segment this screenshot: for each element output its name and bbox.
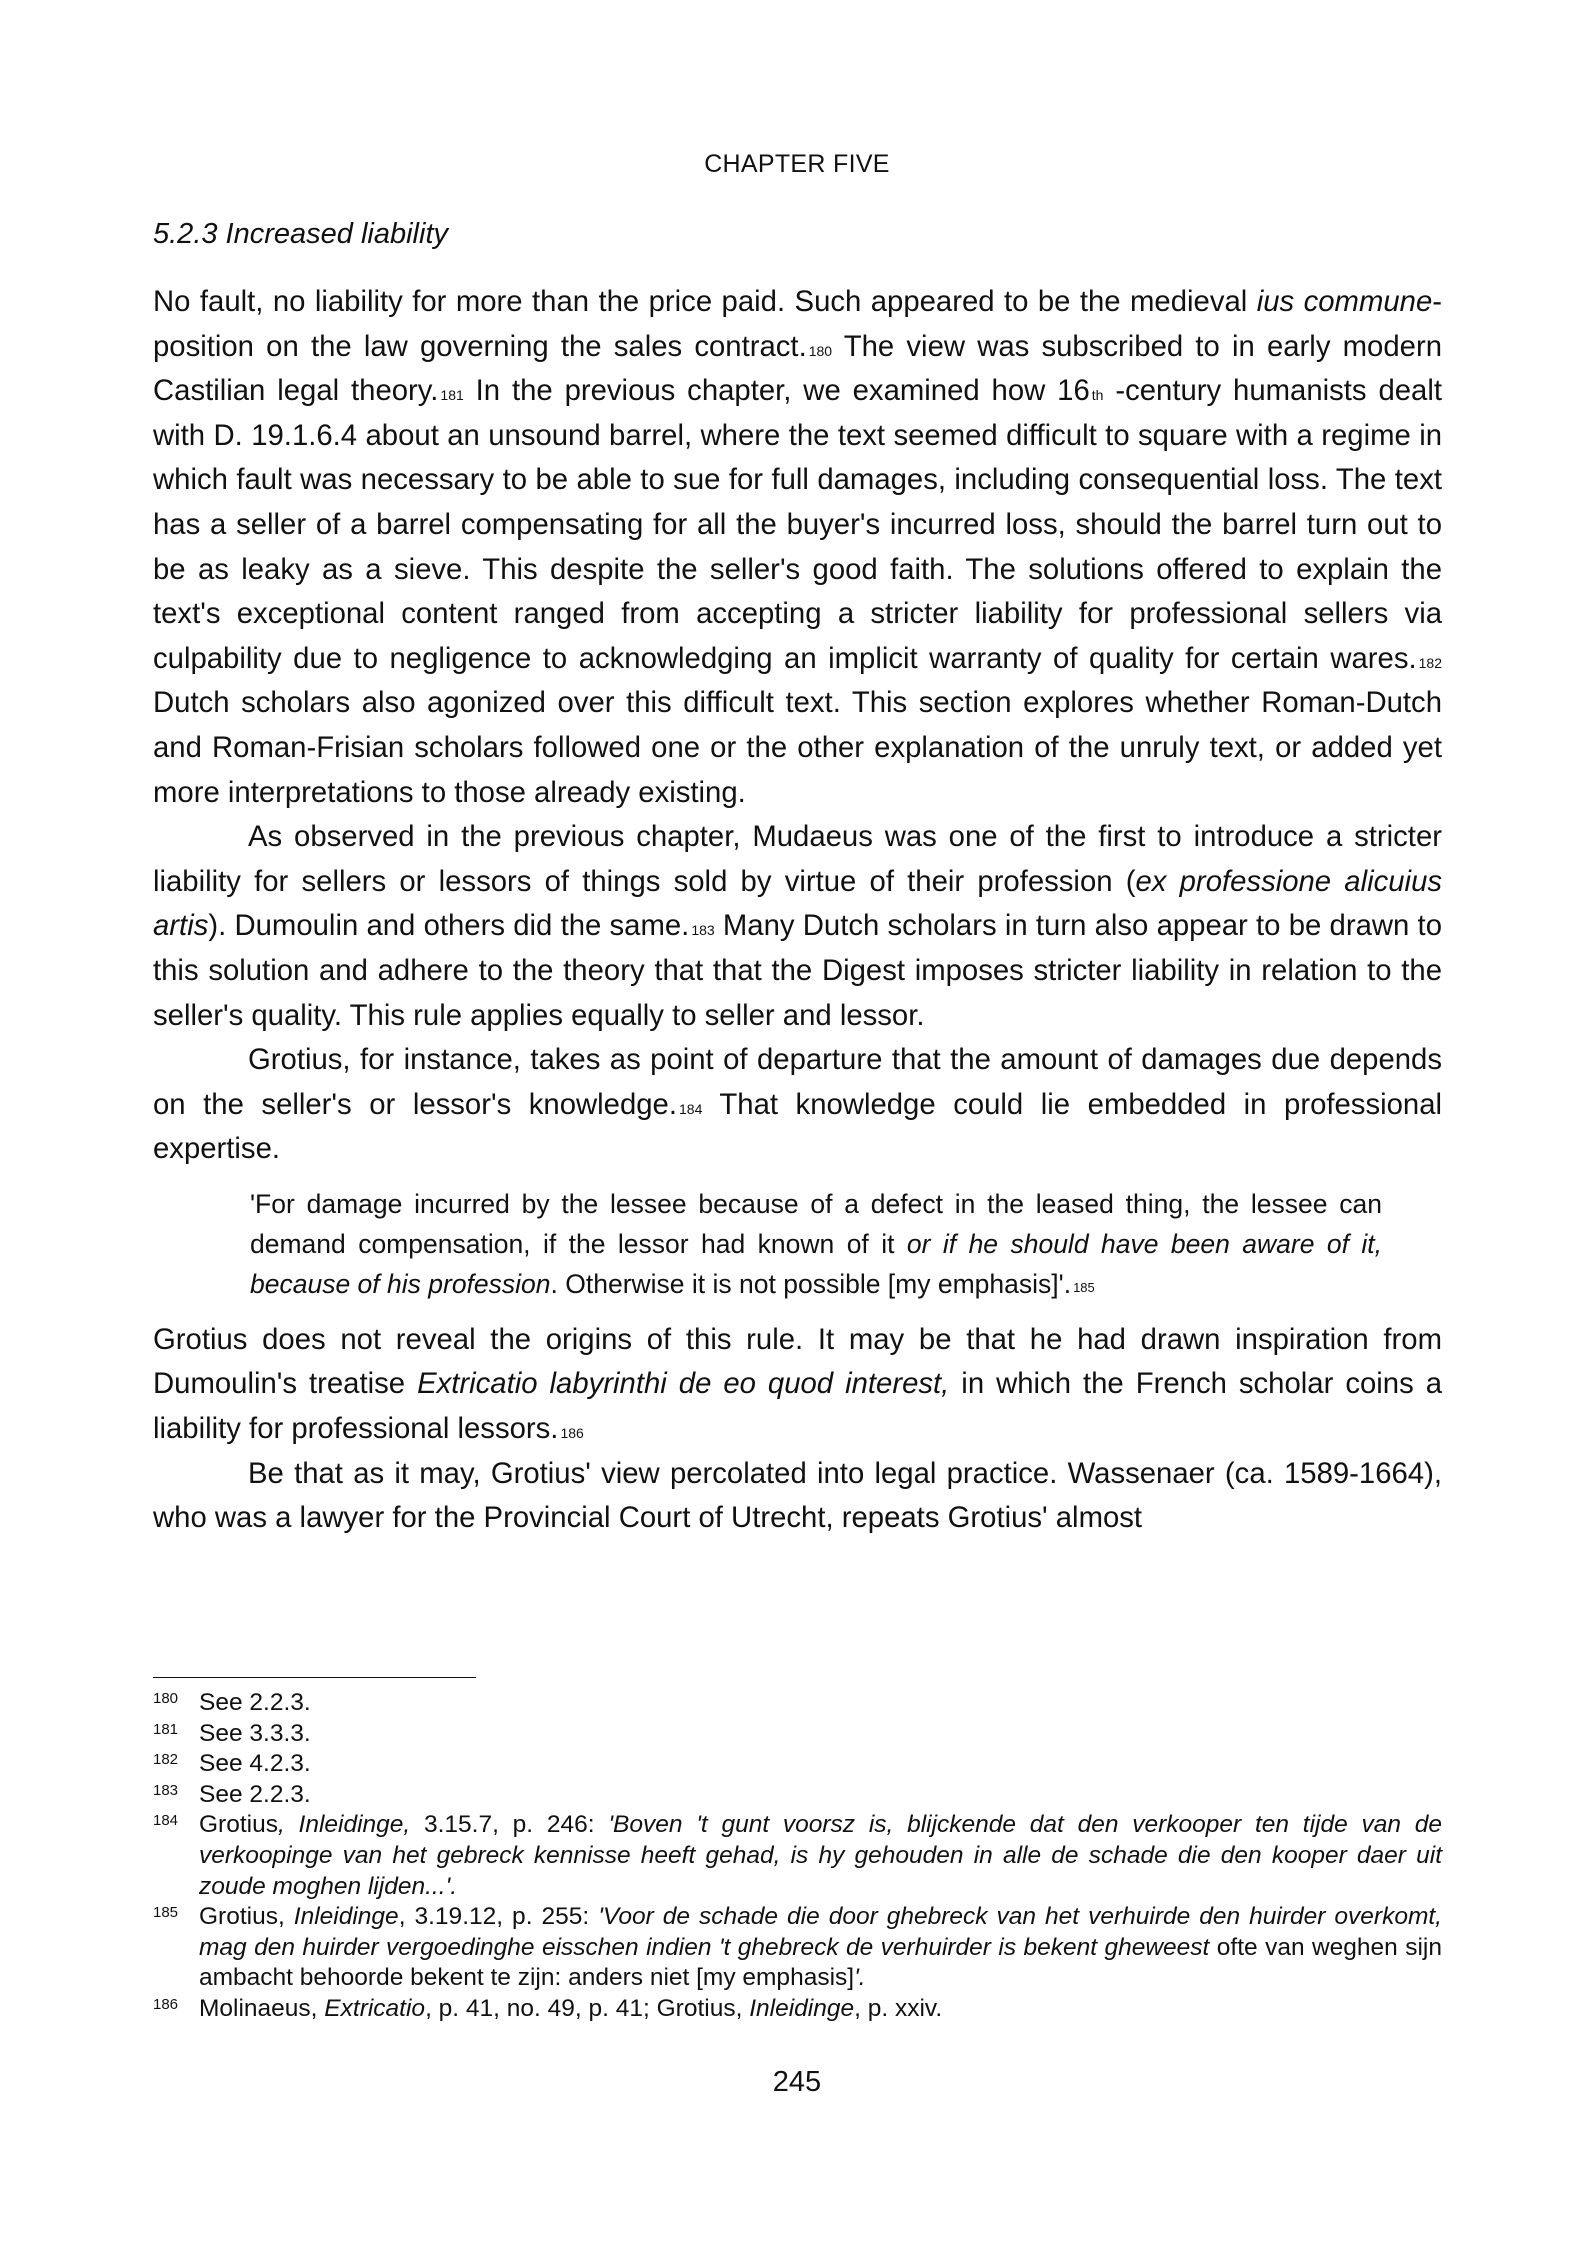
footnote bbox=[153, 1780, 1442, 1811]
footnote-number: 184 bbox=[153, 1812, 179, 1830]
footnote-reference: th bbox=[1091, 387, 1104, 404]
text-run: in which the French scholar coins a liability for professional lessors. bbox=[153, 1367, 1442, 1446]
footnote-reference: 182 bbox=[1418, 654, 1442, 671]
text-run: , p. xxiv. bbox=[854, 1994, 943, 2022]
page-number: 245 bbox=[772, 2066, 822, 2098]
footnote-number: 185 bbox=[153, 1904, 179, 1922]
text-run: See 2.2.3. bbox=[199, 1689, 311, 1716]
running-head: CHAPTER FIVE bbox=[704, 150, 890, 178]
footnote-reference: 185 bbox=[1073, 1279, 1095, 1295]
text-run: As observed in the previous chapter, Mudaeus was one of the first to introduce a stricter liability for sellers or lessors of things sold by virtue of their profession ( bbox=[153, 820, 1442, 898]
footnote bbox=[153, 1749, 1442, 1780]
text-run: That knowledge could lie embedded in professional expertise. bbox=[153, 1087, 1442, 1166]
text-run: , 3.19.12, p. 255: bbox=[398, 1903, 599, 1931]
paragraph bbox=[153, 1318, 1442, 1452]
italic-text: Inleidinge bbox=[749, 1994, 855, 2022]
text-run: 3.15.7, p. 246: bbox=[410, 1811, 609, 1839]
text-run: See 4.2.3. bbox=[199, 1750, 311, 1778]
italic-text: Inleidinge bbox=[293, 1903, 399, 1931]
footnote-number: 180 bbox=[153, 1690, 179, 1707]
italic-text: or if he should have been aware of it, because of his profession bbox=[250, 1228, 1382, 1299]
footnote bbox=[153, 1902, 1442, 1994]
footnote-reference: 184 bbox=[679, 1100, 703, 1117]
text-run: Grotius, bbox=[199, 1903, 294, 1931]
footnote-text bbox=[199, 1902, 1442, 1994]
text-run: Molinaeus, bbox=[199, 1994, 325, 2022]
italic-text: '. bbox=[854, 1964, 866, 1992]
italic-text: 'Voor de schade die door ghebreck van het verhuirde den huirder overkomt, mag den huirder vergoedinghe eisschen indien 't ghebreck de verhuirder is bekent gheweest bbox=[199, 1903, 1442, 1961]
text-run: Dutch scholars also agonized over this difficult text. This section explores whether Roman-Dutch and Roman-Frisian scholars followed one or the other explanation of the unruly text, or added yet more interpretations to those already existing. bbox=[153, 686, 1442, 809]
footnotes bbox=[153, 1688, 1442, 2025]
footnote-separator bbox=[153, 1677, 476, 1678]
text-run: -century humanists dealt with D. 19.1.6.4 about an unsound barrel, where the text seemed difficult to square with a regime in which fault was necessary to be able to sue for full damages, including consequential loss. The text has a seller of a barrel compensating for all the buyer's incurred loss, should the barrel turn out to be as leaky as a sieve. This despite the seller's good faith. The solutions offered to explain the text's exceptional content ranged from accepting a stricter liability for professional sellers via culpability due to negligence to acknowledging an implicit warranty of quality for certain wares. bbox=[153, 374, 1442, 675]
footnote bbox=[153, 1994, 1442, 2025]
paragraph bbox=[153, 815, 1442, 1038]
paragraph bbox=[153, 1038, 1442, 1172]
footnote bbox=[153, 1810, 1442, 1902]
text-run: The view was subscribed to in early modern Castilian legal theory. bbox=[153, 329, 1442, 408]
italic-text: , Inleidinge, bbox=[277, 1811, 411, 1839]
footnote-text bbox=[199, 1688, 1442, 1719]
body-text bbox=[153, 280, 1442, 1541]
footnote-number: 186 bbox=[153, 1995, 179, 2013]
footnote-reference: 181 bbox=[440, 387, 464, 404]
footnote-number: 182 bbox=[153, 1751, 179, 1769]
footnote bbox=[153, 1688, 1442, 1719]
section-heading: 5.2.3 Increased liability bbox=[153, 218, 448, 250]
text-run: Grotius, for instance, takes as point of departure that the amount of damages due depends on the seller's or lessor's knowledge. bbox=[153, 1043, 1442, 1121]
block-quote bbox=[250, 1184, 1382, 1304]
text-run: Be that as it may, Grotius' view percolated into legal practice. Wassenaer (ca. 1589-1664), who was a lawyer for the Provincial Court of Utrecht, repeats Grotius' almost bbox=[153, 1456, 1442, 1535]
italic-text: Extricatio labyrinthi de eo quod interest, bbox=[417, 1367, 950, 1401]
text-run: -position on the law governing the sales contract. bbox=[153, 285, 1443, 363]
text-run: , p. 41, no. 49, p. 41; Grotius, bbox=[425, 1994, 750, 2022]
footnote-text bbox=[199, 1780, 1442, 1811]
text-run: . Otherwise it is not possible [my emphasis]'. bbox=[550, 1268, 1072, 1299]
footnote-reference: 180 bbox=[808, 342, 833, 359]
footnote-text bbox=[199, 1994, 1442, 2025]
text-run: ofte van weghen sijn ambacht behoorde bekent te zijn: anders niet [my emphasis] bbox=[199, 1933, 1442, 1992]
footnote-text bbox=[199, 1749, 1442, 1780]
footnote-text bbox=[199, 1810, 1442, 1902]
text-run: See 2.2.3. bbox=[199, 1780, 311, 1808]
footnote bbox=[153, 1719, 1442, 1750]
text-run: Grotius bbox=[199, 1811, 278, 1839]
text-run: In the previous chapter, we examined how 16 bbox=[463, 374, 1090, 408]
footnote-reference: 186 bbox=[560, 1425, 584, 1442]
footnote-text bbox=[199, 1719, 1442, 1750]
text-run: 'For damage incurred by the lessee because of a defect in the leased thing, the lessee can demand compensation, if the lessor had known of it bbox=[250, 1188, 1382, 1259]
text-run: No fault, no liability for more than the price paid. Such appeared to be the medieval bbox=[153, 285, 1257, 318]
text-run: See 3.3.3. bbox=[199, 1719, 311, 1747]
text-run: Grotius does not reveal the origins of this rule. It may be that he had drawn inspiration from Dumoulin's treatise bbox=[153, 1322, 1442, 1401]
text-run: ). Dumoulin and others did the same. bbox=[208, 909, 690, 943]
paragraph bbox=[153, 1452, 1442, 1541]
italic-text: ius commune bbox=[1256, 285, 1433, 318]
italic-text: ex professione alicuius artis bbox=[153, 864, 1443, 943]
italic-text: Extricatio bbox=[324, 1994, 426, 2022]
footnote-number: 181 bbox=[153, 1720, 179, 1738]
footnote-number: 183 bbox=[153, 1781, 179, 1799]
footnote-reference: 183 bbox=[691, 922, 715, 939]
text-run: Many Dutch scholars in turn also appear to be drawn to this solution and adhere to the theory that that the Digest imposes stricter liability in relation to the seller's quality. This rule applies equally to seller and lessor. bbox=[153, 909, 1442, 1032]
paragraph bbox=[153, 280, 1442, 815]
italic-text: 'Boven 't gunt voorsz is, blijckende dat den verkooper ten tijde van de verkoopinge van het gebreck kennisse heeft gehad, is hy gehouden in alle de schade die den kooper daer uit zoude moghen lijden...'. bbox=[199, 1811, 1442, 1900]
